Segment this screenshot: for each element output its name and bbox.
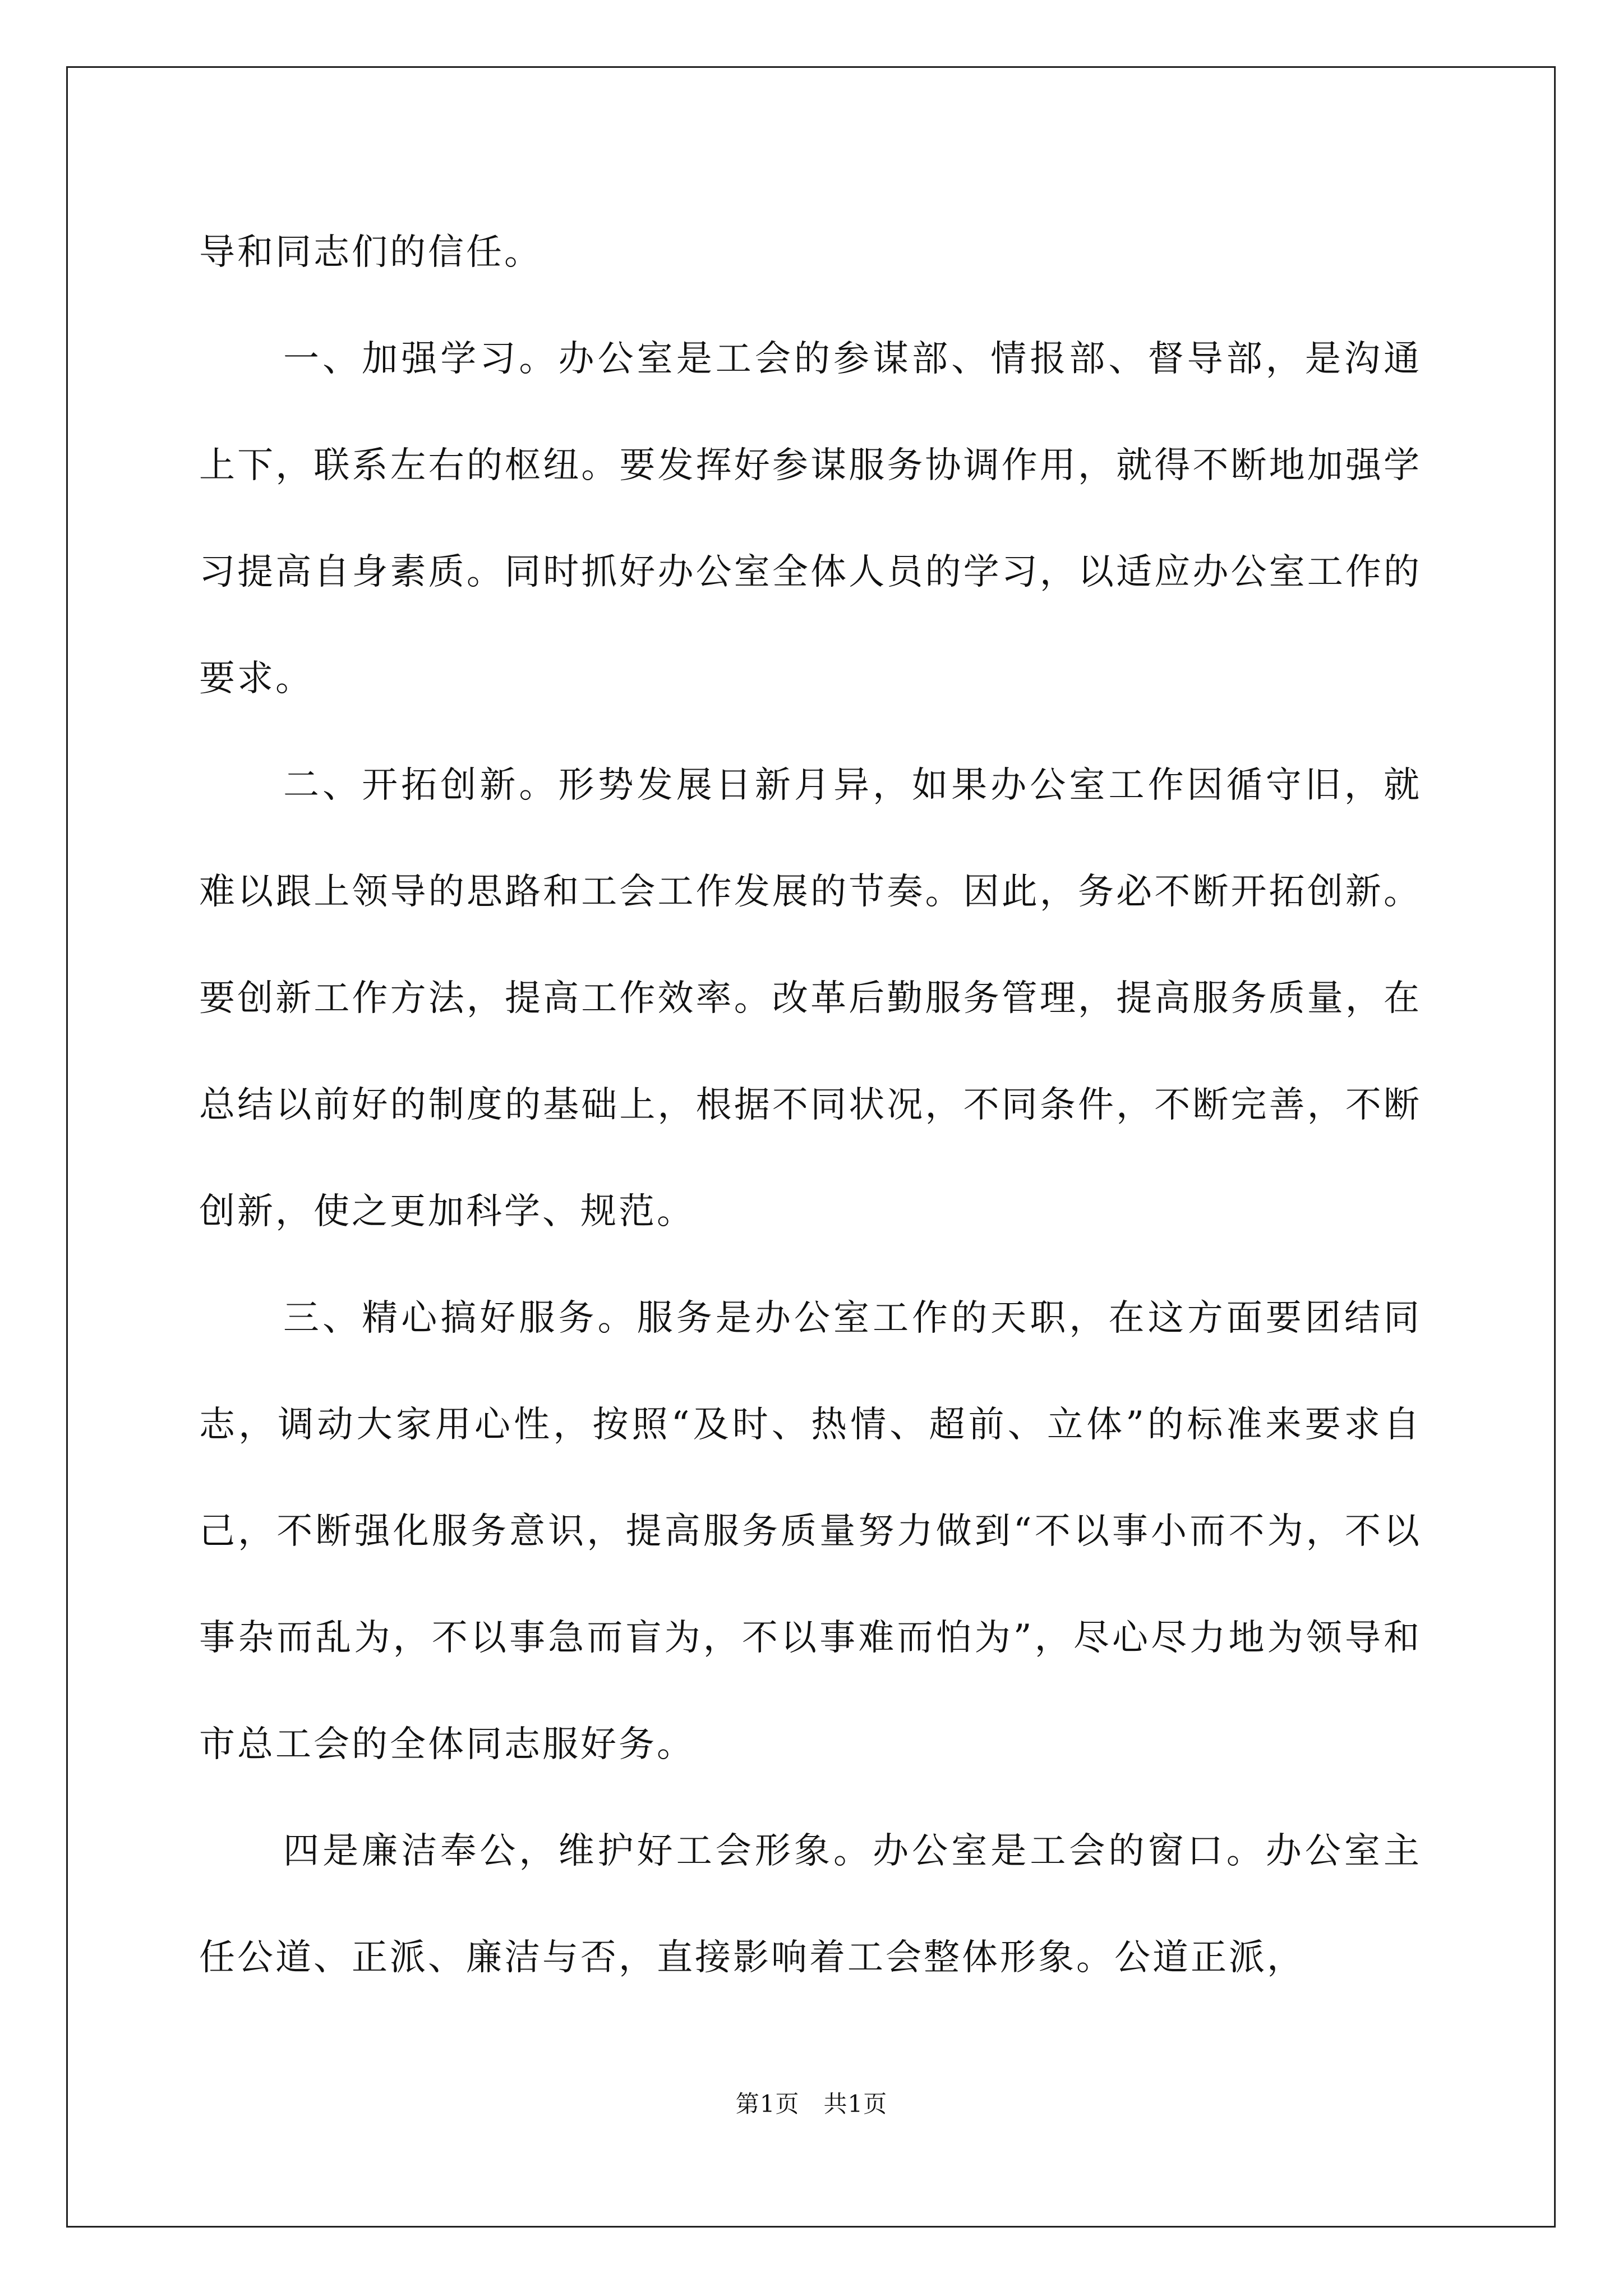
paragraph-integrity: 四是廉洁奉公，维护好工会形象。办公室是工会的窗口。办公室主任公道、正派、廉洁与否，直接影响着工会整体形象。公道正派， (199, 1830, 1422, 1978)
paragraph-continuation: 导和同志们的信任。 (199, 232, 542, 273)
page-number-footer: 第1页 共1页 (735, 2090, 888, 2118)
document-body (199, 199, 1422, 2011)
paragraph-innovation: 二、开拓创新。形势发展日新月异，如果办公室工作因循守旧，就难以跟上领导的思路和工会工作发展的节奏。因此，务必不断开拓创新。要创新工作方法，提高工作效率。改革后勤服务管理，提高服务质量，在总结以前好的制度的基础上，根据不同状况，不同条件，不断完善，不断创新，使之更加科学、规范。 (199, 765, 1422, 1232)
paragraph-study: 一、加强学习。办公室是工会的参谋部、情报部、督导部，是沟通上下，联系左右的枢纽。要发挥好参谋服务协调作用，就得不断地加强学习提高自身素质。同时抓好办公室全体人员的学习，以适应办公室工作的要求。 (199, 338, 1422, 700)
paragraph-service: 三、精心搞好服务。服务是办公室工作的天职，在这方面要团结同志，调动大家用心性，按照“及时、热情、超前、立体”的标准来要求自己，不断强化服务意识，提高服务质量努力做到“不以事小而不为，不以事杂而乱为，不以事急而盲为，不以事难而怕为”，尽心尽力地为领导和市总工会的全体同志服好务。 (199, 1297, 1422, 1765)
